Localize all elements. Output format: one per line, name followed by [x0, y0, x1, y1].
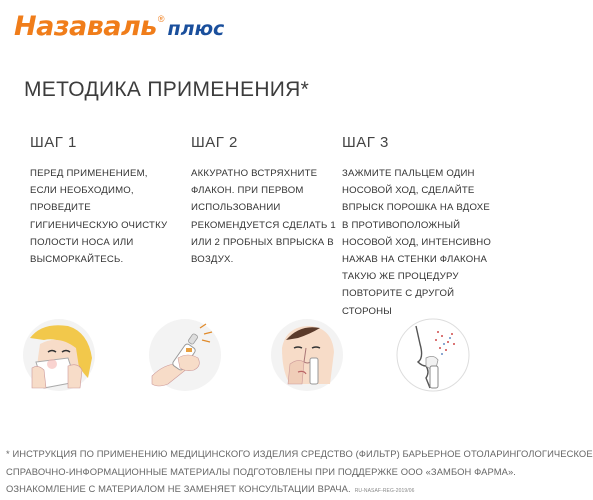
step-title: ШАГ 1 — [30, 134, 77, 151]
footer-line-1: * ИНСТРУКЦИЯ ПО ПРИМЕНЕНИЮ МЕДИЦИНСКОГО ИЗДЕЛИЯ СРЕДСТВО (ФИЛЬТР) БАРЬЕРНОЕ ОТОЛАРИНГОЛОГИЧЕСКОЕ — [6, 448, 593, 459]
step-3 — [342, 134, 494, 320]
step-text: ПЕРЕД ПРИМЕНЕНИЕМ, ЕСЛИ НЕОБХОДИМО, ПРОВЕДИТЕ ГИГИЕНИЧЕСКУЮ ОЧИСТКУ ПОЛОСТИ НОСА ИЛИ ВЫСМОРКАЙТЕСЬ. — [30, 168, 168, 266]
shaking-spray-icon — [148, 318, 222, 392]
footer-line-3 — [6, 483, 494, 494]
footer-line-3-text: ОЗНАКОМЛЕНИЕ С МАТЕРИАЛОМ НЕ ЗАМЕНЯЕТ КОНСУЛЬТАЦИИ ВРАЧА. — [6, 483, 351, 494]
footer-line-2: СПРАВОЧНО-ИНФОРМАЦИОННЫЕ МАТЕРИАЛЫ ПОДГОТОВЛЕНЫ ПРИ ПОДДЕРЖКЕ ООО «ЗАМБОН ФАРМА». — [6, 466, 516, 477]
step-title: ШАГ 2 — [191, 134, 238, 151]
pressing-nostril-icon — [270, 318, 344, 392]
step-text: ЗАЖМИТЕ ПАЛЬЦЕМ ОДИН НОСОВОЙ ХОД, СДЕЛАЙТЕ ВПРЫСК ПОРОШКА НА ВДОХЕ В ПРОТИВОПОЛОЖНЫЙ НОСОВОЙ ХОД, ИНТЕНСИВНО НАЖАВ НА СТЕНКИ ФЛАКОНА ТАКУЮ ЖЕ ПРОЦЕДУРУ ПОВТОРИТЕ С ДРУГОЙ СТОРОНЫ — [342, 168, 492, 317]
brand-logo — [14, 12, 224, 42]
step-title: ШАГ 3 — [342, 134, 389, 151]
page-title: МЕТОДИКА ПРИМЕНЕНИЯ* — [24, 78, 310, 101]
brand-sub: плюс — [167, 18, 225, 40]
brand-name: Назаваль — [14, 11, 157, 42]
blowing-nose-icon — [22, 318, 96, 392]
registered-mark: ® — [157, 14, 165, 24]
step-1 — [30, 134, 172, 268]
footer-code: RU-NASAF-REG-2019/06 — [354, 488, 415, 494]
nasal-spray-profile-icon — [396, 318, 470, 392]
step-2 — [191, 134, 339, 268]
step-text: АККУРАТНО ВСТРЯХНИТЕ ФЛАКОН. ПРИ ПЕРВОМ ИСПОЛЬЗОВАНИИ РЕКОМЕНДУЕТСЯ СДЕЛАТЬ 1 ИЛИ 2 ПРОБНЫХ ВПРЫСКА В ВОЗДУХ. — [191, 168, 336, 266]
